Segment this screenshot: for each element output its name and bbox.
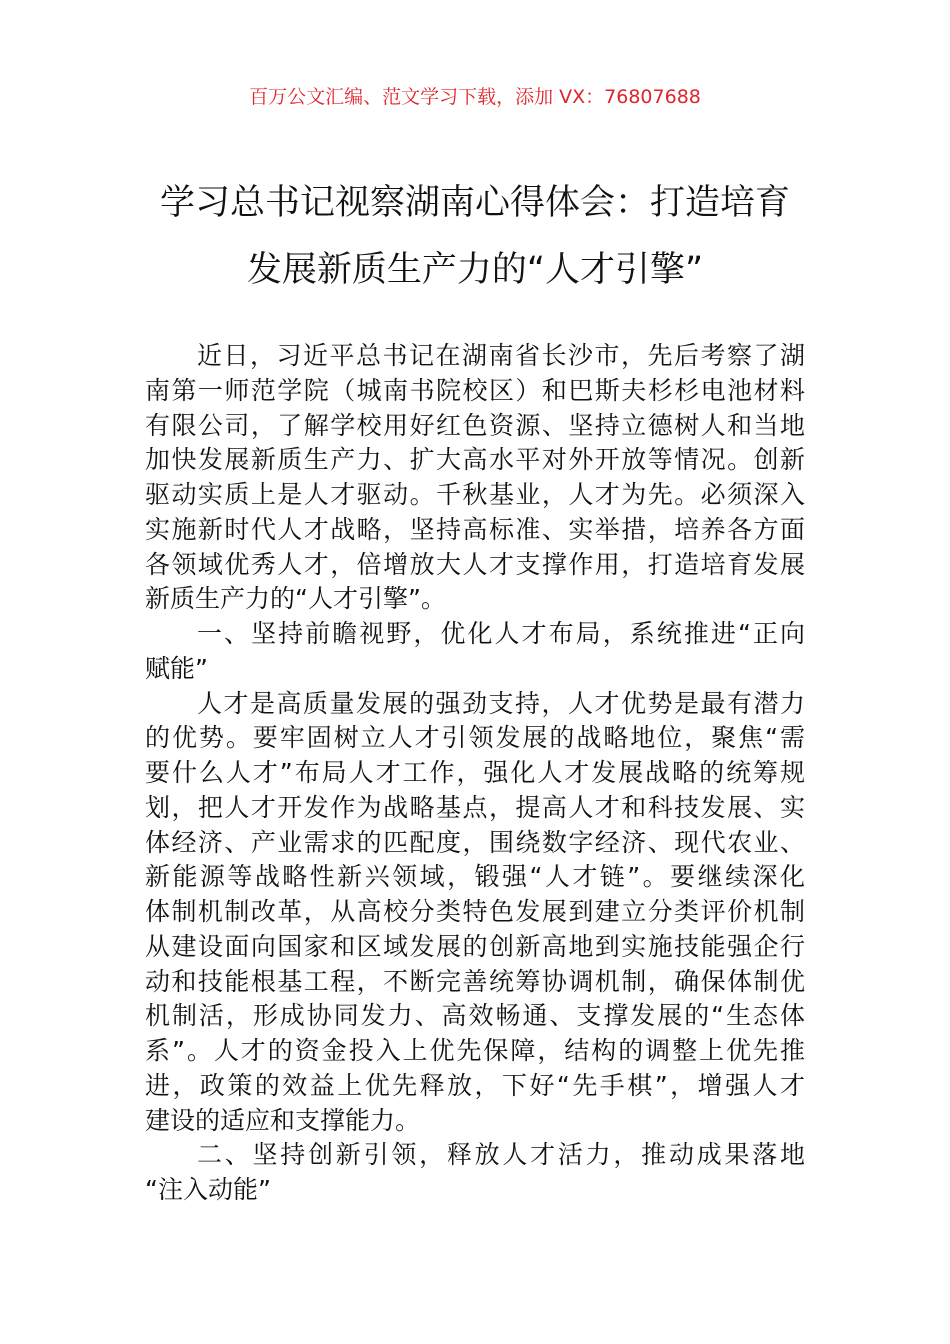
text-line: 二、坚持创新引领，释放人才活力，推动成果落地 [197,1140,805,1170]
text-line: 进，政策的效益上优先释放，下好“先手棋”，增强人才 [145,1070,805,1100]
text-line: 实施新时代人才战略，坚持高标准、实举措，培养各方面 [145,514,805,544]
section-heading [145,1138,805,1208]
download-banner: 百万公文汇编、范文学习下载，添加 VX：76807688 [249,86,701,108]
text-line: 体制机制改革，从高校分类特色发展到建立分类评价机制 [145,897,805,926]
paragraph [145,339,805,617]
text-line: 新质生产力的“人才引擎”。 [145,584,446,614]
section-heading [145,617,805,687]
text-line: 系”。人才的资金投入上优先保障，结构的调整上优先推 [145,1036,805,1065]
text-line: 各领域优秀人才，倍增放大人才支撑作用，打造培育发展 [145,549,805,579]
text-line: 从建设面向国家和区域发展的创新高地到实施技能强企行 [145,931,805,961]
text-line: 驱动实质上是人才驱动。千秋基业，人才为先。必须深入 [145,480,805,509]
text-line: 赋能” [145,653,208,683]
text-line: 南第一师范学院（城南书院校区）和巴斯夫杉杉电池材料 [145,375,805,405]
text-line: 体经济、产业需求的匹配度，围绕数字经济、现代农业、 [145,827,805,857]
text-line: 机制活，形成协同发力、高效畅通、支撑发展的“生态体 [145,1001,805,1031]
text-line: 建设的适应和支撑能力。 [145,1105,421,1135]
paragraph [145,687,805,1139]
text-line: 动和技能根基工程，不断完善统筹协调机制，确保体制优 [145,966,805,996]
text-line: 要什么人才”布局人才工作，强化人才发展战略的统筹规 [145,758,805,787]
text-line: “注入动能” [145,1175,271,1204]
text-line: 有限公司，了解学校用好红色资源、坚持立德树人和当地 [145,410,805,440]
document-title-line-1: 学习总书记视察湖南心得体会：打造培育 [159,183,790,223]
text-line: 的优势。要牢固树立人才引领发展的战略地位，聚焦“需 [145,723,805,753]
document-body [145,339,805,1208]
document-title-line-2: 发展新质生产力的“人才引擎” [246,250,704,290]
text-line: 人才是高质量发展的强劲支持，人才优势是最有潜力 [197,688,805,718]
text-line: 一、坚持前瞻视野，优化人才布局，系统推进“正向 [197,619,805,648]
text-line: 划，把人才开发作为战略基点，提高人才和科技发展、实 [145,792,805,822]
text-line: 新能源等战略性新兴领域，锻强“人才链”。要继续深化 [145,862,805,892]
text-line: 加快发展新质生产力、扩大高水平对外开放等情况。创新 [145,445,805,475]
text-line: 近日，习近平总书记在湖南省长沙市，先后考察了湖 [197,341,805,370]
